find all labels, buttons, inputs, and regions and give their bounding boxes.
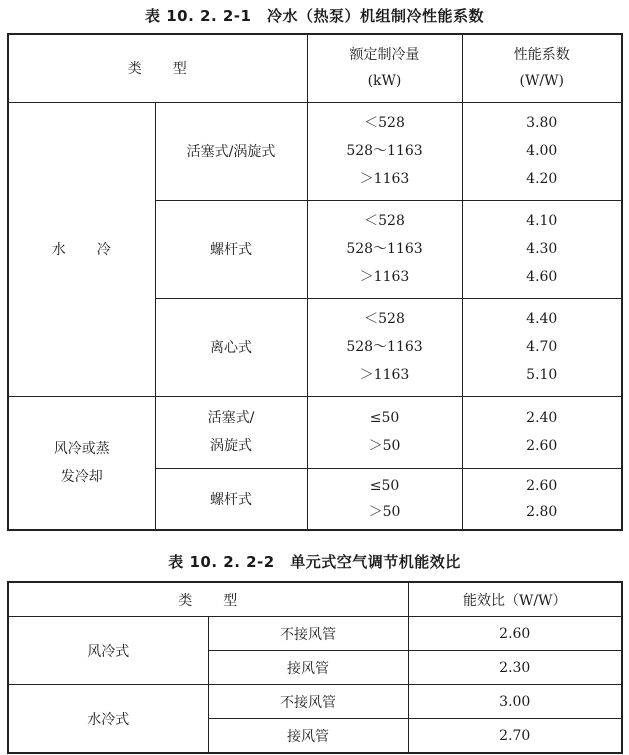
cop-value: 2.60 <box>526 438 558 454</box>
subtype-no-duct: 不接风管 <box>208 685 408 719</box>
header-capacity-label: 额定制冷量 <box>349 47 420 64</box>
category-air-cooled: 风冷式 <box>8 617 208 685</box>
cop-value: 3.80 <box>526 115 558 131</box>
capacity-value: ≤50 <box>369 410 400 426</box>
table-row <box>8 102 622 200</box>
table-row <box>8 617 622 651</box>
capacity-value: ＞50 <box>368 503 401 520</box>
capacity-cell <box>307 468 462 530</box>
eer-value: 2.60 <box>408 617 622 651</box>
category-air-evaporative-cooled <box>8 396 155 530</box>
category-label-line: 发冷却 <box>60 468 103 485</box>
cop-cell <box>462 298 622 396</box>
subtype-label-line: 活塞式/ <box>207 410 255 426</box>
table-row <box>8 396 622 468</box>
capacity-cell <box>307 298 462 396</box>
cop-cell <box>462 468 622 530</box>
cop-value: 4.20 <box>526 171 558 187</box>
header-type: 类 型 <box>8 582 408 617</box>
subtype-screw: 螺杆式 <box>155 200 307 298</box>
table1-title: 表 10. 2. 2-1 冷水（热泵）机组制冷性能系数 <box>145 7 484 25</box>
subtype-ducted: 接风管 <box>208 651 408 685</box>
capacity-cell <box>307 102 462 200</box>
eer-table <box>7 581 623 754</box>
capacity-value: ≤50 <box>369 477 400 494</box>
header-cop-unit: (W/W) <box>519 73 564 90</box>
subtype-centrifugal: 离心式 <box>155 298 307 396</box>
cop-value: 2.60 <box>526 477 558 494</box>
category-label-line: 风冷或蒸 <box>53 440 110 457</box>
capacity-value: ＞1163 <box>359 171 410 187</box>
eer-value: 2.70 <box>408 719 622 754</box>
category-water-cooled: 水冷式 <box>8 685 208 754</box>
capacity-value: ＜528 <box>364 311 405 327</box>
subtype-reciprocating-scroll <box>155 396 307 468</box>
capacity-value: 528～1163 <box>346 339 423 355</box>
cop-value: 4.40 <box>526 311 558 327</box>
header-cop-label: 性能系数 <box>513 47 570 64</box>
subtype-label-line: 涡旋式 <box>210 438 252 454</box>
header-type: 类 型 <box>8 34 307 102</box>
subtype-ducted: 接风管 <box>208 719 408 754</box>
cop-cell <box>462 396 622 468</box>
cop-cell <box>462 102 622 200</box>
cop-value: 4.10 <box>526 213 558 229</box>
capacity-value: ＜528 <box>364 213 405 229</box>
capacity-value: ＞1163 <box>359 269 410 285</box>
cop-value: 2.40 <box>526 410 558 426</box>
capacity-cell <box>307 396 462 468</box>
category-water-cooled: 水 冷 <box>8 102 155 396</box>
capacity-value: 528～1163 <box>346 241 423 257</box>
capacity-value: ＞50 <box>368 438 401 454</box>
eer-value: 2.30 <box>408 651 622 685</box>
eer-value: 3.00 <box>408 685 622 719</box>
header-capacity-unit: (kW) <box>367 73 402 90</box>
subtype-screw: 螺杆式 <box>155 468 307 530</box>
table2-title: 表 10. 2. 2-2 单元式空气调节机能效比 <box>168 553 461 571</box>
cop-value: 5.10 <box>526 367 558 383</box>
subtype-reciprocating-scroll: 活塞式/涡旋式 <box>155 102 307 200</box>
header-eer: 能效比（W/W） <box>408 582 622 617</box>
table-row <box>8 685 622 719</box>
cop-value: 2.80 <box>526 503 558 520</box>
table-header-row <box>8 582 622 617</box>
capacity-value: 528～1163 <box>346 143 423 159</box>
capacity-value: ＜528 <box>364 115 405 131</box>
cop-value: 4.00 <box>526 143 558 159</box>
cop-cell <box>462 200 622 298</box>
header-cop <box>462 34 622 102</box>
cop-value: 4.70 <box>526 339 558 355</box>
subtype-no-duct: 不接风管 <box>208 617 408 651</box>
cop-value: 4.30 <box>526 241 558 257</box>
capacity-cell <box>307 200 462 298</box>
cop-table <box>7 33 623 531</box>
capacity-value: ＞1163 <box>359 367 410 383</box>
header-capacity <box>307 34 462 102</box>
table-header-row <box>8 34 622 102</box>
cop-value: 4.60 <box>526 269 558 285</box>
